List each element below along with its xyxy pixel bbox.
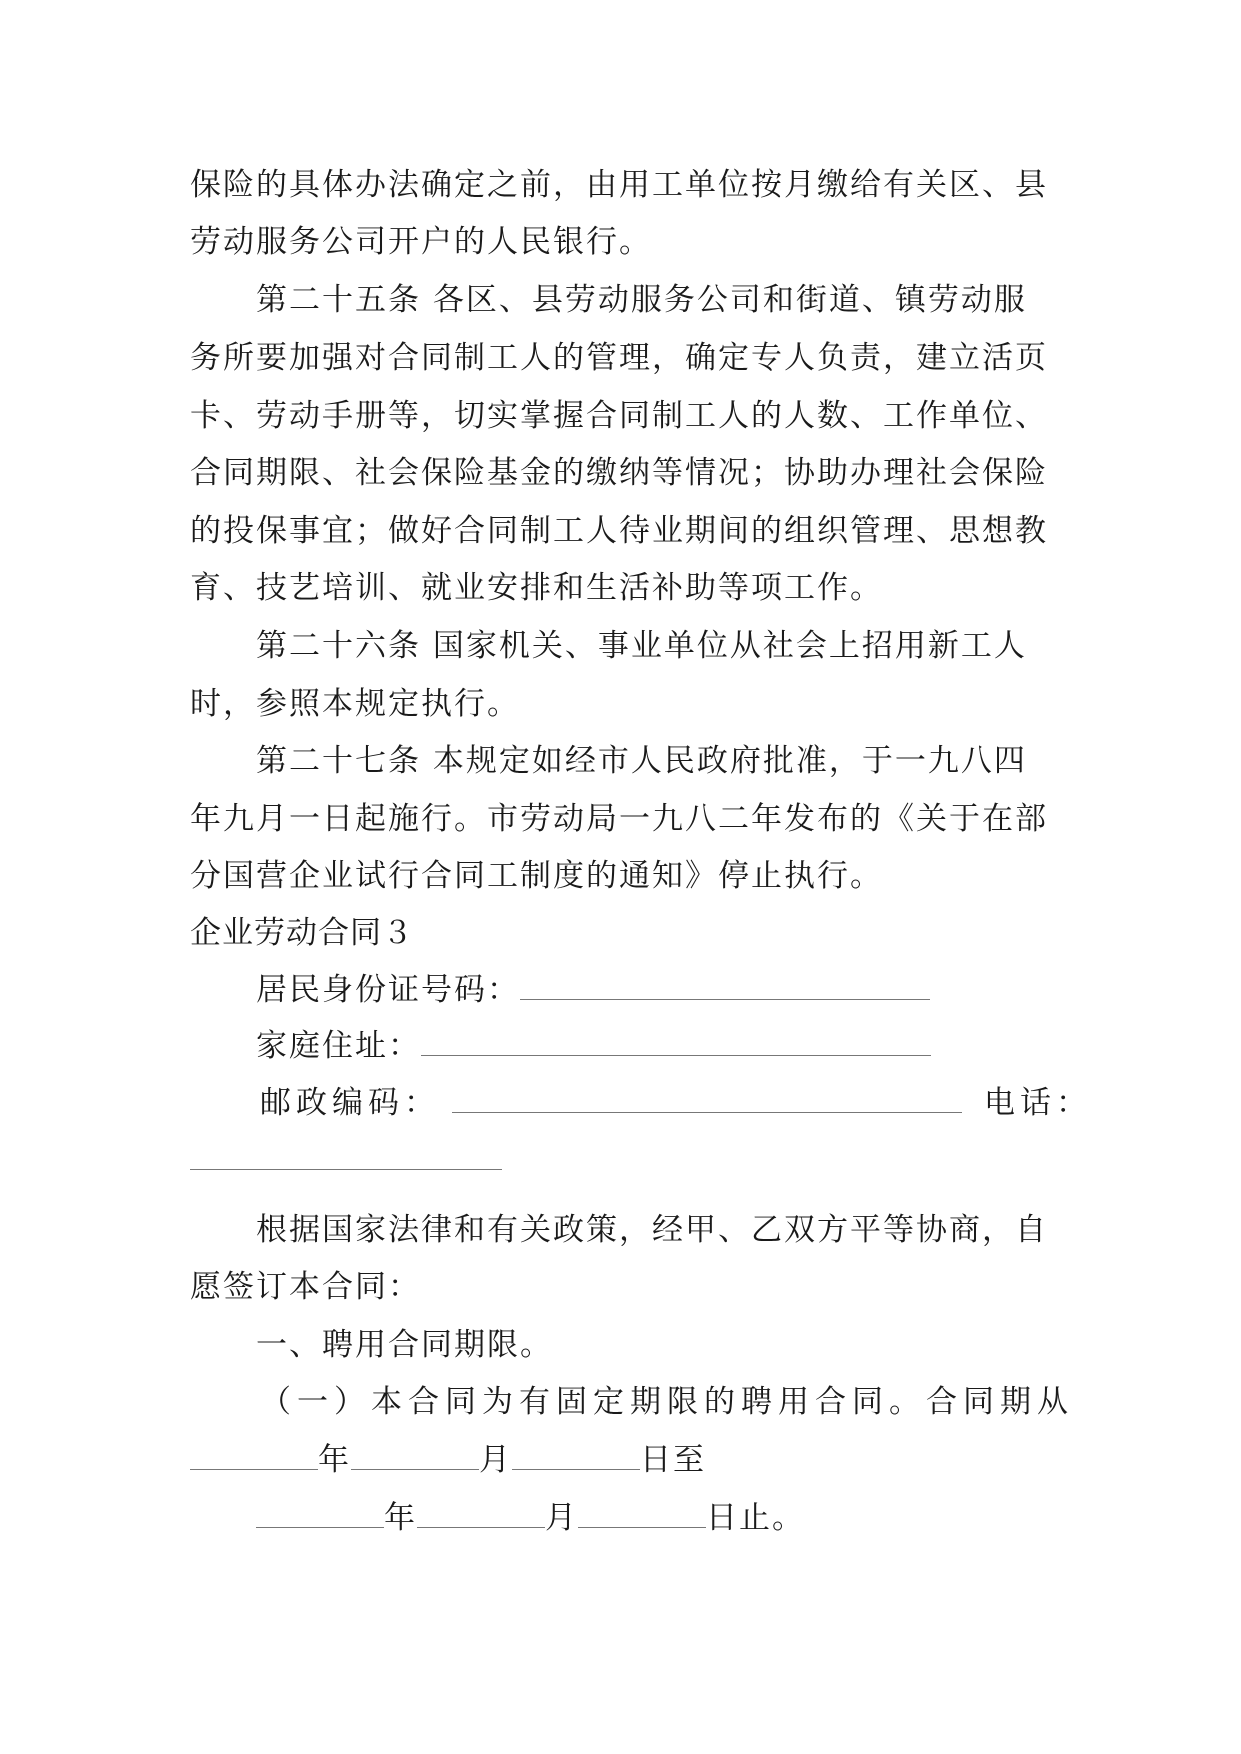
year-label: 年 [384, 1500, 417, 1536]
start-day-blank [512, 1441, 640, 1470]
text-line: 劳动服务公司开户的人民银行。 [190, 224, 652, 260]
start-year-blank [190, 1441, 318, 1470]
month-label: 月 [545, 1500, 578, 1536]
date-to-row [256, 1498, 805, 1538]
article-25-start: 第二十五条 各区、县劳动服务公司和街道、镇劳动服 [256, 282, 1027, 318]
text-line: 年九月一日起施行。市劳动局一九八二年发布的《关于在部 [190, 801, 1048, 837]
clause-1-1: （一）本合同为有固定期限的聘用合同。合同期从 [260, 1384, 1074, 1420]
postcode-blank [452, 1084, 962, 1113]
year-label: 年 [318, 1442, 351, 1478]
section-title: 企业劳动合同３ [190, 915, 414, 951]
text-line: 育、技艺培训、就业安排和生活补助等项工作。 [190, 570, 883, 606]
text-line: 合同期限、社会保险基金的缴纳等情况；协助办理社会保险 [190, 455, 1048, 491]
postcode-label: 邮政编码： [260, 1085, 440, 1121]
preamble-start: 根据国家法律和有关政策，经甲、乙双方平等协商，自 [256, 1212, 1048, 1248]
id-number-row [256, 970, 930, 1010]
month-label: 月 [479, 1442, 512, 1478]
text-line: 务所要加强对合同制工人的管理，确定专人负责，建立活页 [190, 340, 1048, 376]
day-label: 日至 [640, 1442, 706, 1478]
address-label: 家庭住址： [256, 1028, 421, 1064]
phone-label: 电话： [984, 1085, 1092, 1121]
end-year-blank [256, 1499, 384, 1528]
text-line: 卡、劳动手册等，切实掌握合同制工人的人数、工作单位、 [190, 398, 1048, 434]
text-line: 保险的具体办法确定之前，由用工单位按月缴给有关区、县 [190, 167, 1048, 203]
day-label: 日止。 [706, 1500, 805, 1536]
text-line: 的投保事宜；做好合同制工人待业期间的组织管理、思想教 [190, 513, 1048, 549]
text-line: 分国营企业试行合同工制度的通知》停止执行。 [190, 858, 883, 894]
id-number-label: 居民身份证号码： [256, 972, 520, 1008]
postcode-row [260, 1083, 1092, 1123]
phone-blank [190, 1141, 502, 1170]
text-line: 时，参照本规定执行。 [190, 686, 520, 722]
id-number-blank [520, 971, 930, 1000]
start-month-blank [351, 1441, 479, 1470]
text-line: 愿签订本合同： [190, 1269, 421, 1305]
end-day-blank [578, 1499, 706, 1528]
article-26-start: 第二十六条 国家机关、事业单位从社会上招用新工人 [256, 628, 1027, 664]
address-blank [421, 1027, 931, 1056]
clause-1-heading: 一、聘用合同期限。 [256, 1327, 553, 1363]
article-27-start: 第二十七条 本规定如经市人民政府批准，于一九八四 [256, 743, 1027, 779]
address-row [256, 1026, 931, 1066]
phone-row [190, 1140, 502, 1180]
end-month-blank [417, 1499, 545, 1528]
date-from-row [190, 1440, 706, 1480]
